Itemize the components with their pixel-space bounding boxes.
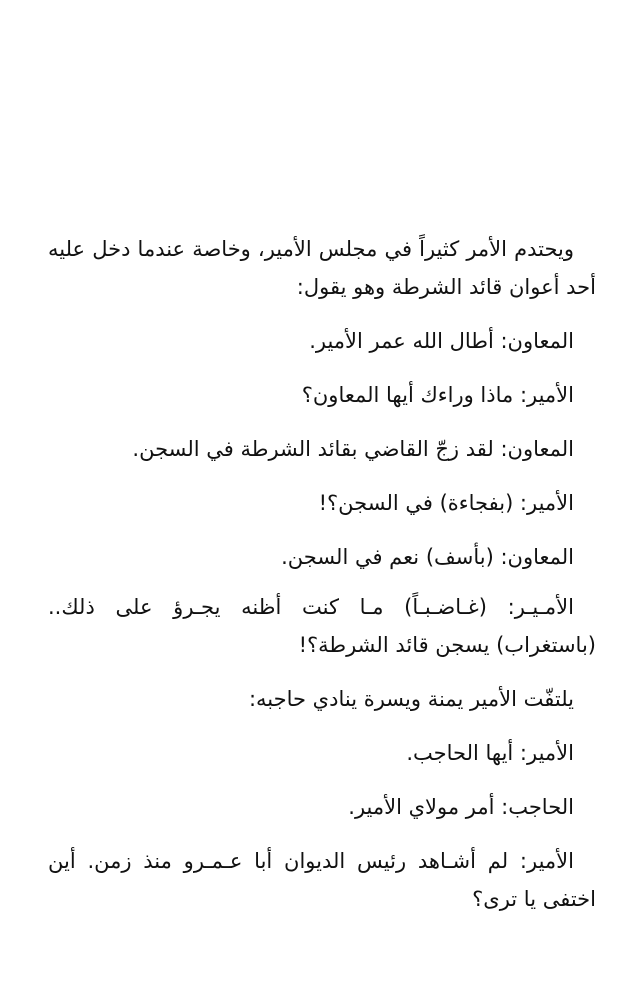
paragraph-intro: ويحتدم الأمر كثيراً في مجلس الأمير، وخاصة عندما دخل عليه أحد أعوان قائد الشرطة وهو يقول:: [48, 237, 596, 299]
body-text: [48, 230, 596, 934]
dialogue-line: الأمـيـر: (غـاضـبـاً) مـا كنت أظنه يجـرؤ على ذلك.. (باستغراب) يسجن قائد الشرطة؟!: [48, 595, 596, 657]
dialogue-line: المعاون: لقد زجّ القاضي بقائد الشرطة في السجن.: [132, 437, 574, 461]
dialogue-line: الأمير: (بفجاءة) في السجن؟!: [318, 491, 574, 515]
dialogue-line: الحاجب: أمر مولاي الأمير.: [348, 795, 574, 819]
dialogue-line: المعاون: (بأسف) نعم في السجن.: [281, 545, 574, 569]
narration-line: يلتفّت الأمير يمنة ويسرة ينادي حاجبه:: [248, 687, 574, 711]
dialogue-line: المعاون: أطال الله عمر الأمير.: [309, 329, 574, 353]
dialogue-line: الأمير: ماذا وراءك أيها المعاون؟: [301, 383, 574, 407]
dialogue-line: الأمير: أيها الحاجب.: [406, 741, 574, 765]
dialogue-line: الأمير: لم أشـاهد رئيس الديوان أبا عـمـرو منذ زمن. أين اختفى يا ترى؟: [48, 849, 596, 911]
